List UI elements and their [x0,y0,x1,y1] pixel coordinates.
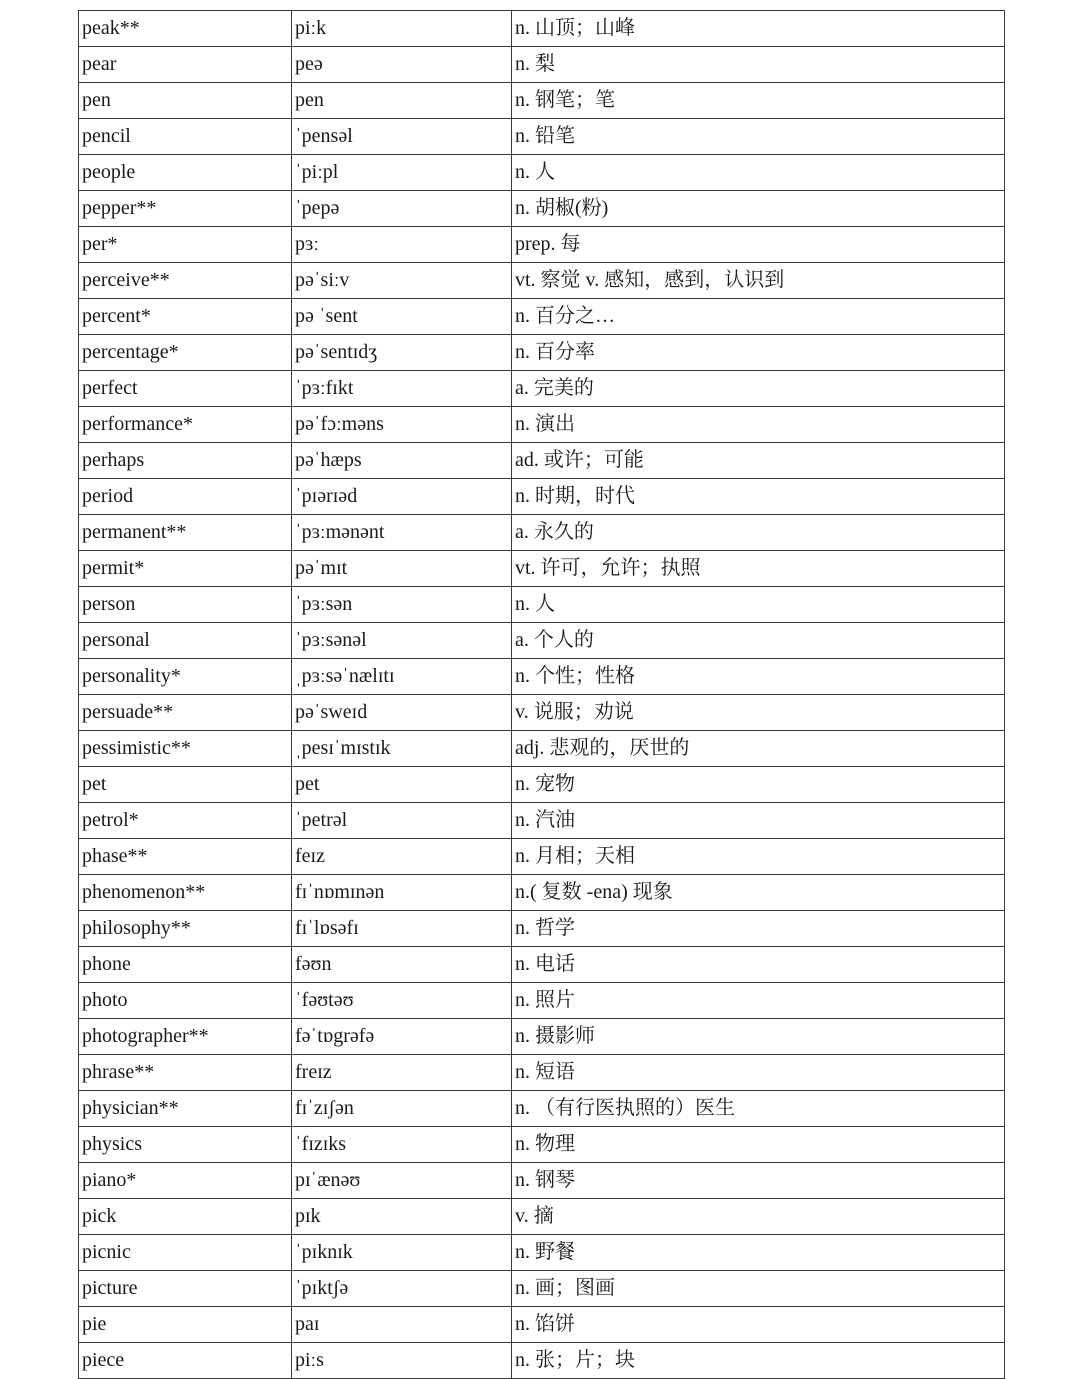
table-row [79,407,1005,443]
pronunciation-cell: pəˈsweɪd [292,695,512,731]
pronunciation-cell: piːk [292,11,512,47]
definition-cell: vt. 察觉 v. 感知，感到，认识到 [512,263,1005,299]
word-cell: pet [79,767,292,803]
definition-cell: n. 个性；性格 [512,659,1005,695]
word-cell: pen [79,83,292,119]
pronunciation-cell: pə ˈsent [292,299,512,335]
pronunciation-cell: pəˈmɪt [292,551,512,587]
definition-cell: n. 百分率 [512,335,1005,371]
word-cell: performance* [79,407,292,443]
word-cell: pessimistic** [79,731,292,767]
table-row [79,1343,1005,1379]
definition-cell: n. 时期，时代 [512,479,1005,515]
table-row [79,1271,1005,1307]
table-row [79,1091,1005,1127]
word-cell: person [79,587,292,623]
pronunciation-cell: fɪˈnɒmɪnən [292,875,512,911]
pronunciation-cell: ˈpepə [292,191,512,227]
word-cell: perfect [79,371,292,407]
word-cell: pepper** [79,191,292,227]
definition-cell: vt. 许可，允许；执照 [512,551,1005,587]
pronunciation-cell: peə [292,47,512,83]
word-cell: peak** [79,11,292,47]
pronunciation-cell: paɪ [292,1307,512,1343]
pronunciation-cell: ˈpɪərɪəd [292,479,512,515]
table-row [79,11,1005,47]
definition-cell: n. 铅笔 [512,119,1005,155]
definition-cell: a. 完美的 [512,371,1005,407]
word-cell: piano* [79,1163,292,1199]
table-row [79,983,1005,1019]
pronunciation-cell: ˈpɜːsən [292,587,512,623]
table-row [79,551,1005,587]
pronunciation-cell: ˈpetrəl [292,803,512,839]
definition-cell: n. 胡椒(粉) [512,191,1005,227]
table-row [79,1019,1005,1055]
word-cell: phase** [79,839,292,875]
pronunciation-cell: piːs [292,1343,512,1379]
word-cell: persuade** [79,695,292,731]
table-row [79,695,1005,731]
definition-cell: n. 山顶；山峰 [512,11,1005,47]
table-row [79,119,1005,155]
pronunciation-cell: freɪz [292,1055,512,1091]
definition-cell: n. 馅饼 [512,1307,1005,1343]
definition-cell: a. 个人的 [512,623,1005,659]
table-row [79,1163,1005,1199]
table-row [79,515,1005,551]
word-cell: personality* [79,659,292,695]
table-row [79,47,1005,83]
word-cell: physician** [79,1091,292,1127]
pronunciation-cell: pəˈsentɪdʒ [292,335,512,371]
word-cell: period [79,479,292,515]
word-cell: personal [79,623,292,659]
table-row [79,623,1005,659]
definition-cell: n. 演出 [512,407,1005,443]
table-row [79,479,1005,515]
word-cell: piece [79,1343,292,1379]
pronunciation-cell: pəˈfɔːməns [292,407,512,443]
pronunciation-cell: ˈpɪktʃə [292,1271,512,1307]
table-row [79,839,1005,875]
word-cell: phone [79,947,292,983]
word-cell: petrol* [79,803,292,839]
word-cell: photo [79,983,292,1019]
pronunciation-cell: ˈpiːpl [292,155,512,191]
pronunciation-cell: pet [292,767,512,803]
definition-cell: n. 哲学 [512,911,1005,947]
word-cell: perceive** [79,263,292,299]
table-row [79,227,1005,263]
word-cell: people [79,155,292,191]
word-cell: pie [79,1307,292,1343]
definition-cell: a. 永久的 [512,515,1005,551]
table-row [79,263,1005,299]
word-cell: per* [79,227,292,263]
word-cell: phrase** [79,1055,292,1091]
table-row [79,803,1005,839]
table-row [79,659,1005,695]
definition-cell: v. 摘 [512,1199,1005,1235]
vocabulary-table [78,10,1005,1379]
word-cell: picnic [79,1235,292,1271]
table-row [79,371,1005,407]
pronunciation-cell: fɪˈlɒsəfɪ [292,911,512,947]
table-row [79,731,1005,767]
definition-cell: n. 人 [512,155,1005,191]
pronunciation-cell: fɪˈzɪʃən [292,1091,512,1127]
table-row [79,299,1005,335]
pronunciation-cell: ˈpɜːsənəl [292,623,512,659]
definition-cell: n. 百分之… [512,299,1005,335]
word-cell: percentage* [79,335,292,371]
definition-cell: ad. 或许；可能 [512,443,1005,479]
definition-cell: n. 摄影师 [512,1019,1005,1055]
definition-cell: n. 电话 [512,947,1005,983]
definition-cell: n. 短语 [512,1055,1005,1091]
pronunciation-cell: ˈpɜːfɪkt [292,371,512,407]
definition-cell: adj. 悲观的，厌世的 [512,731,1005,767]
definition-cell: n. 汽油 [512,803,1005,839]
word-cell: photographer** [79,1019,292,1055]
pronunciation-cell: ˈpɜːmənənt [292,515,512,551]
pronunciation-cell: pɜː [292,227,512,263]
pronunciation-cell: pen [292,83,512,119]
table-row [79,1055,1005,1091]
definition-cell: n. 钢笔；笔 [512,83,1005,119]
word-cell: permanent** [79,515,292,551]
table-row [79,335,1005,371]
table-row [79,1235,1005,1271]
pronunciation-cell: pɪk [292,1199,512,1235]
word-cell: permit* [79,551,292,587]
definition-cell: n. （有行医执照的）医生 [512,1091,1005,1127]
definition-cell: n. 画；图画 [512,1271,1005,1307]
table-row [79,875,1005,911]
definition-cell: n. 张；片；块 [512,1343,1005,1379]
definition-cell: v. 说服；劝说 [512,695,1005,731]
word-cell: picture [79,1271,292,1307]
definition-cell: n. 月相；天相 [512,839,1005,875]
pronunciation-cell: pəˈsiːv [292,263,512,299]
pronunciation-cell: ˌpesɪˈmɪstɪk [292,731,512,767]
table-row [79,767,1005,803]
pronunciation-cell: ˈfɪzɪks [292,1127,512,1163]
table-row [79,1199,1005,1235]
definition-cell: prep. 每 [512,227,1005,263]
table-row [79,911,1005,947]
definition-cell: n.( 复数 -ena) 现象 [512,875,1005,911]
table-row [79,587,1005,623]
pronunciation-cell: ˈpɪknɪk [292,1235,512,1271]
definition-cell: n. 野餐 [512,1235,1005,1271]
vocabulary-table-body [79,11,1005,1379]
definition-cell: n. 物理 [512,1127,1005,1163]
pronunciation-cell: fəʊn [292,947,512,983]
pronunciation-cell: feɪz [292,839,512,875]
pronunciation-cell: fəˈtɒgrəfə [292,1019,512,1055]
pronunciation-cell: ˈpensəl [292,119,512,155]
word-cell: phenomenon** [79,875,292,911]
word-cell: physics [79,1127,292,1163]
word-cell: pear [79,47,292,83]
word-cell: pick [79,1199,292,1235]
table-row [79,83,1005,119]
table-row [79,155,1005,191]
word-cell: percent* [79,299,292,335]
word-cell: pencil [79,119,292,155]
pronunciation-cell: ˌpɜːsəˈnælɪtɪ [292,659,512,695]
definition-cell: n. 人 [512,587,1005,623]
definition-cell: n. 照片 [512,983,1005,1019]
word-cell: philosophy** [79,911,292,947]
pronunciation-cell: pɪˈænəʊ [292,1163,512,1199]
pronunciation-cell: ˈfəʊtəʊ [292,983,512,1019]
pronunciation-cell: pəˈhæps [292,443,512,479]
definition-cell: n. 梨 [512,47,1005,83]
table-row [79,947,1005,983]
definition-cell: n. 钢琴 [512,1163,1005,1199]
table-row [79,191,1005,227]
table-row [79,443,1005,479]
word-cell: perhaps [79,443,292,479]
definition-cell: n. 宠物 [512,767,1005,803]
table-row [79,1307,1005,1343]
table-row [79,1127,1005,1163]
